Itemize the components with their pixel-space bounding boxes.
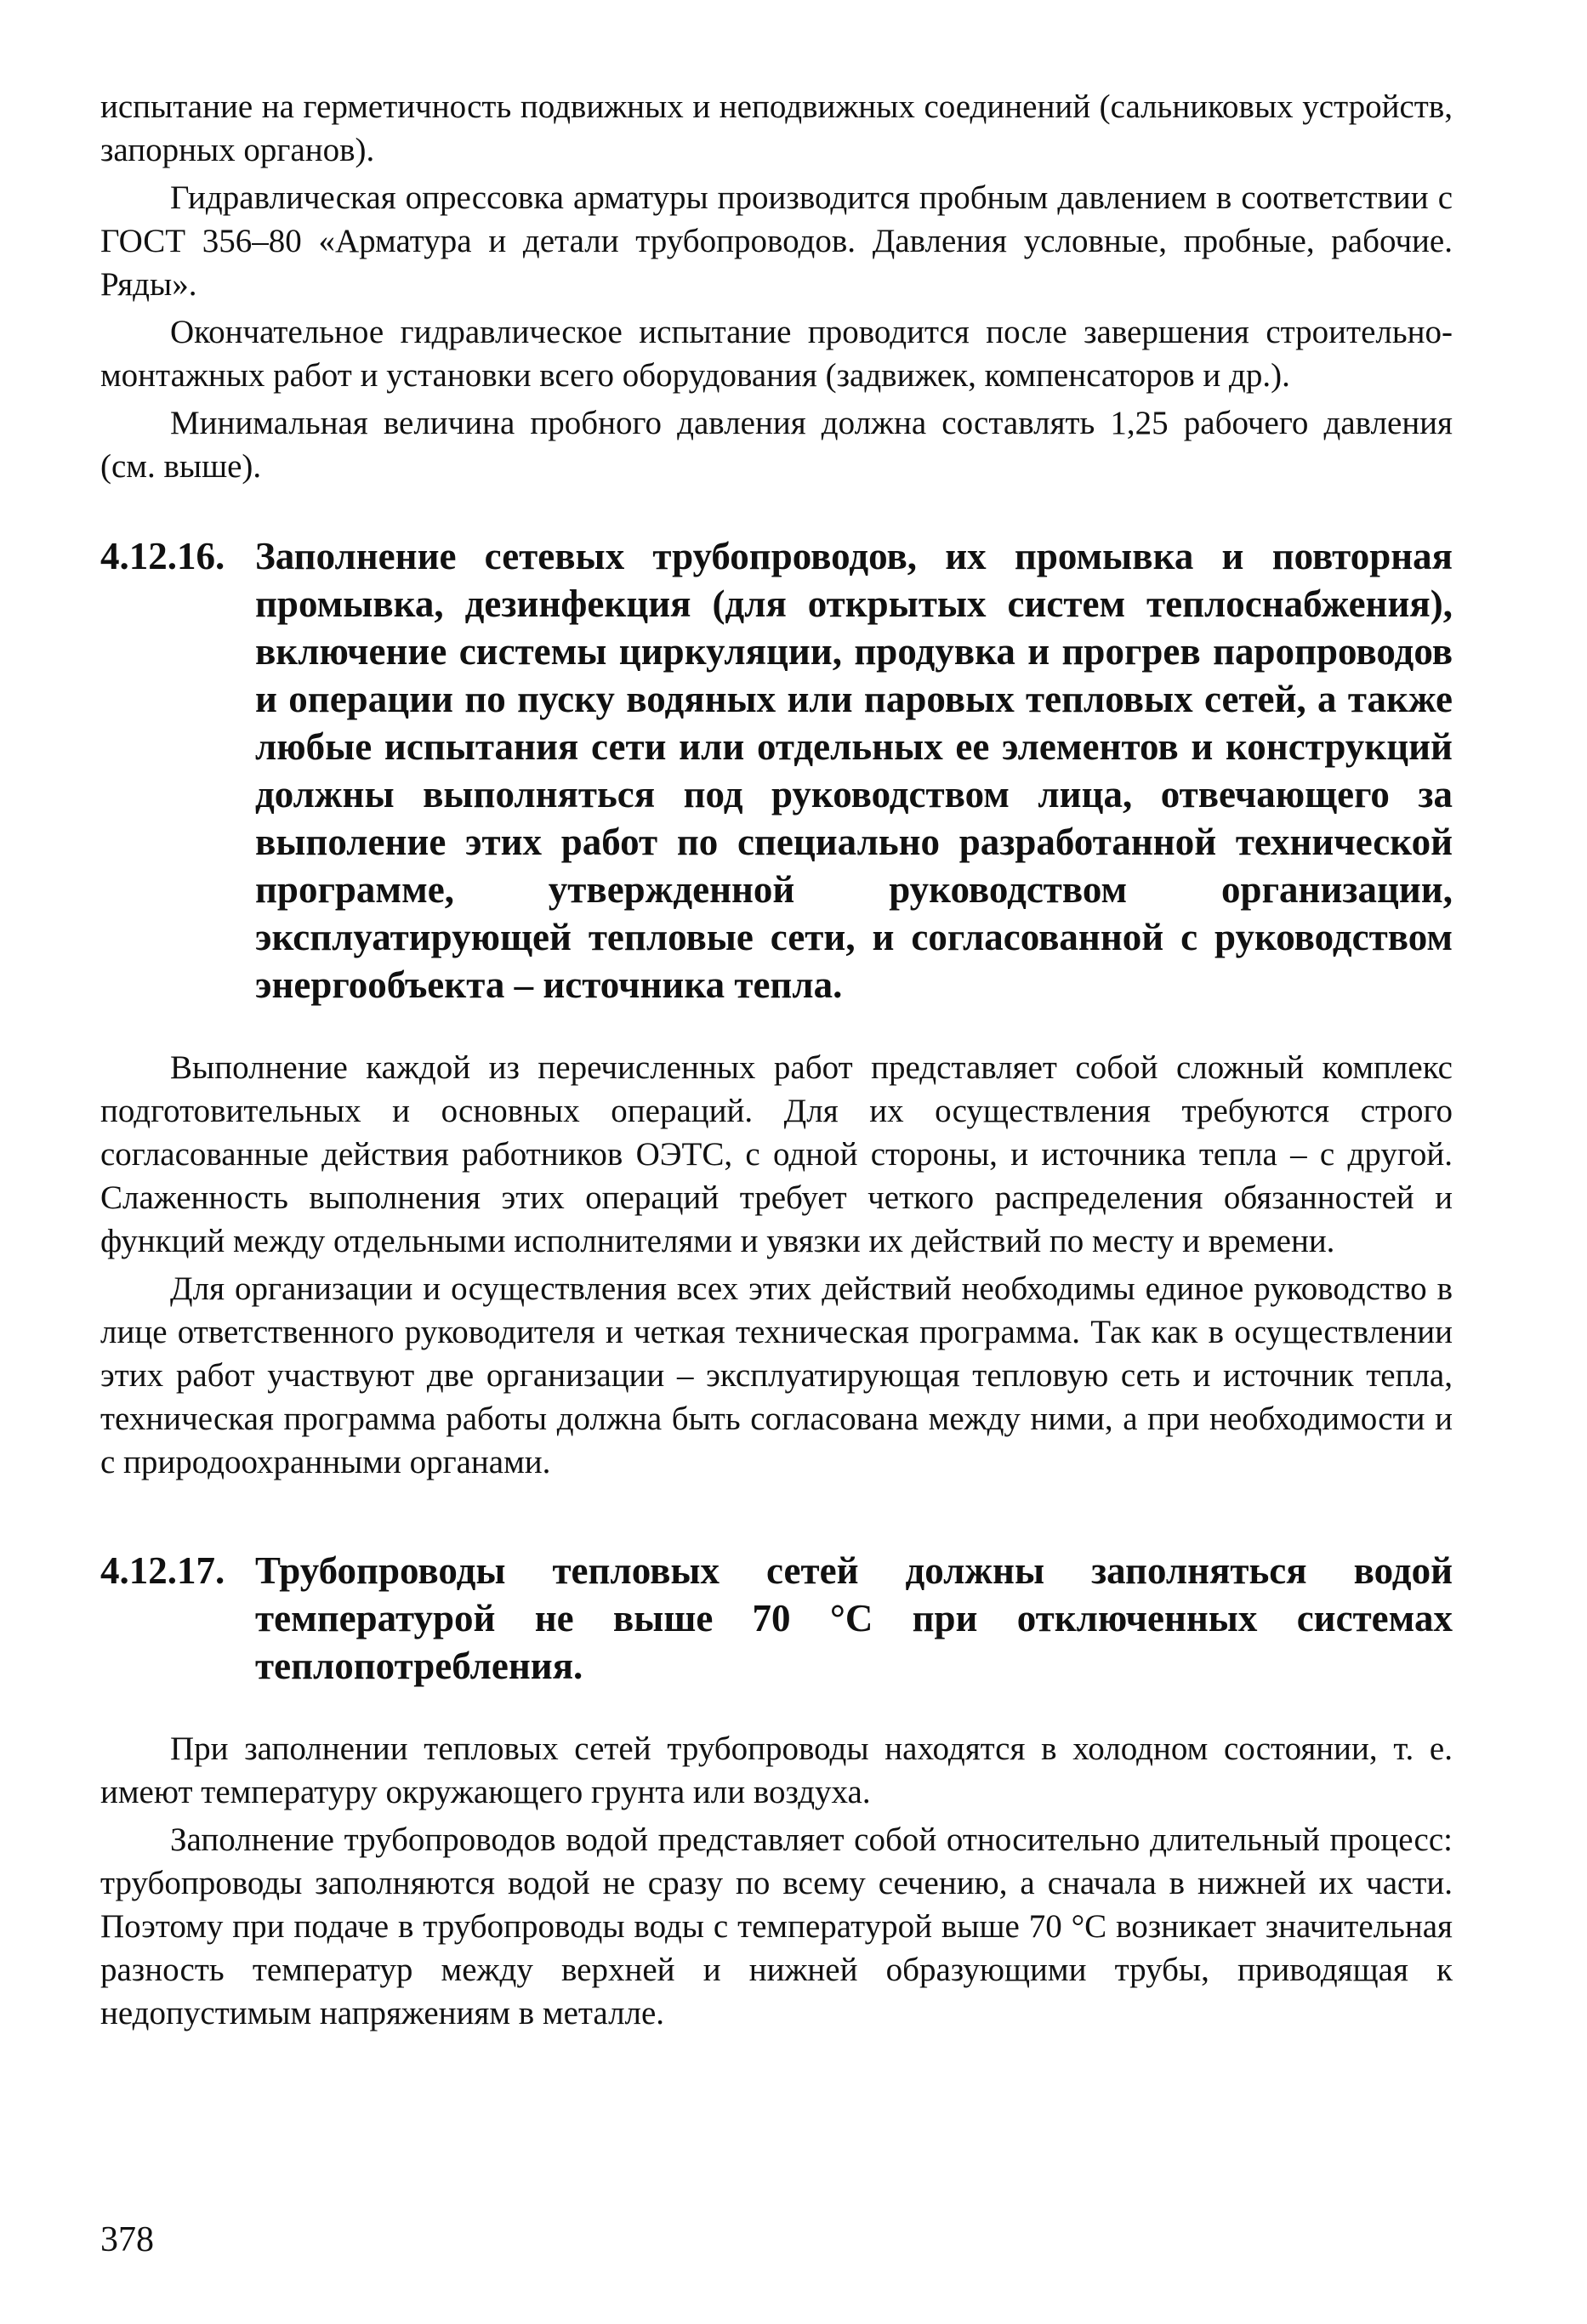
section-heading-4-12-17	[100, 1547, 1453, 1690]
section-heading-4-12-16	[100, 532, 1453, 1009]
section-number: 4.12.16.	[100, 535, 225, 577]
paragraph-cold-state: При заполнении тепловых сетей трубопроводы находятся в холодном состоянии, т. е. имеют температуру окружающего грунта или воздуха.	[100, 1730, 1453, 1810]
paragraph-min-pressure: Минимальная величина пробного давления должна составлять 1,25 рабочего давления (см. выше).	[100, 405, 1453, 485]
section-title: Заполнение сетевых трубопроводов, их промывка и повторная промывка, дезинфекция (для открытых систем теплоснабжения), включение системы циркуляции, продувка и прогрев паропроводов и операции по пуску водяных или паровых тепловых сетей, а также любые испытания сети или отдельных ее элементов и конструкций должны выполняться под руководством лица, отвечающего за выполение этих работ по специально разработанной технической программе, утвержденной руководством организации, эксплуатирующей тепловые сети, и согласованной с руководством энергообъекта – источника тепла.	[255, 535, 1453, 1006]
paragraph-final-test: Окончательное гидравлическое испытание проводится после завершения строительно-монтажных работ и установки всего оборудования (задвижек, компенсаторов и др.).	[100, 314, 1453, 394]
page-number: 378	[100, 2220, 154, 2259]
book-page	[100, 85, 1453, 2262]
paragraph-opressovka: Гидравлическая опрессовка арматуры производится пробным давлением в соответствии с ГОСТ 356–80 «Арматура и детали трубопроводов. Давления условные, пробные, рабочие. Ряды».	[100, 179, 1453, 303]
paragraph-unified-management: Для организации и осуществления всех этих действий необходимы единое руководство в лице ответственного руководителя и четкая техническая программа. Так как в осуществлении этих работ участвуют две организации – эксплуатирующая тепловую сеть и источник тепла, техническая программа работы должна быть согласована между ними, а при необходимости и с природоохранными органами.	[100, 1270, 1453, 1480]
paragraph-complex-operations: Выполнение каждой из перечисленных работ представляет собой сложный комплекс подготовительных и основных операций. Для их осуществления требуются строго согласованные действия работников ОЭТС, с одной стороны, и источника тепла – с другой. Слаженность выполнения этих операций требует четкого распределения обязанностей и функций между отдельными исполнителями и увязки их действий по месту и времени.	[100, 1049, 1453, 1259]
continuation-paragraph: испытание на герметичность подвижных и неподвижных соединений (сальниковых устройств, запорных органов).	[100, 88, 1453, 168]
section-number: 4.12.17.	[100, 1549, 225, 1592]
section-title: Трубопроводы тепловых сетей должны заполняться водой температурой не выше 70 °С при отключенных системах теплопотребления.	[255, 1549, 1453, 1687]
paragraph-filling-process: Заполнение трубопроводов водой представляет собой относительно длительный процесс: трубопроводы заполняются водой не сразу по всему сечению, а сначала в нижней их части. Поэтому при подаче в трубопроводы воды с температурой выше 70 °С возникает значительная разность температур между верхней и нижней образующими трубы, приводящая к недопустимым напряжениям в металле.	[100, 1821, 1453, 2031]
